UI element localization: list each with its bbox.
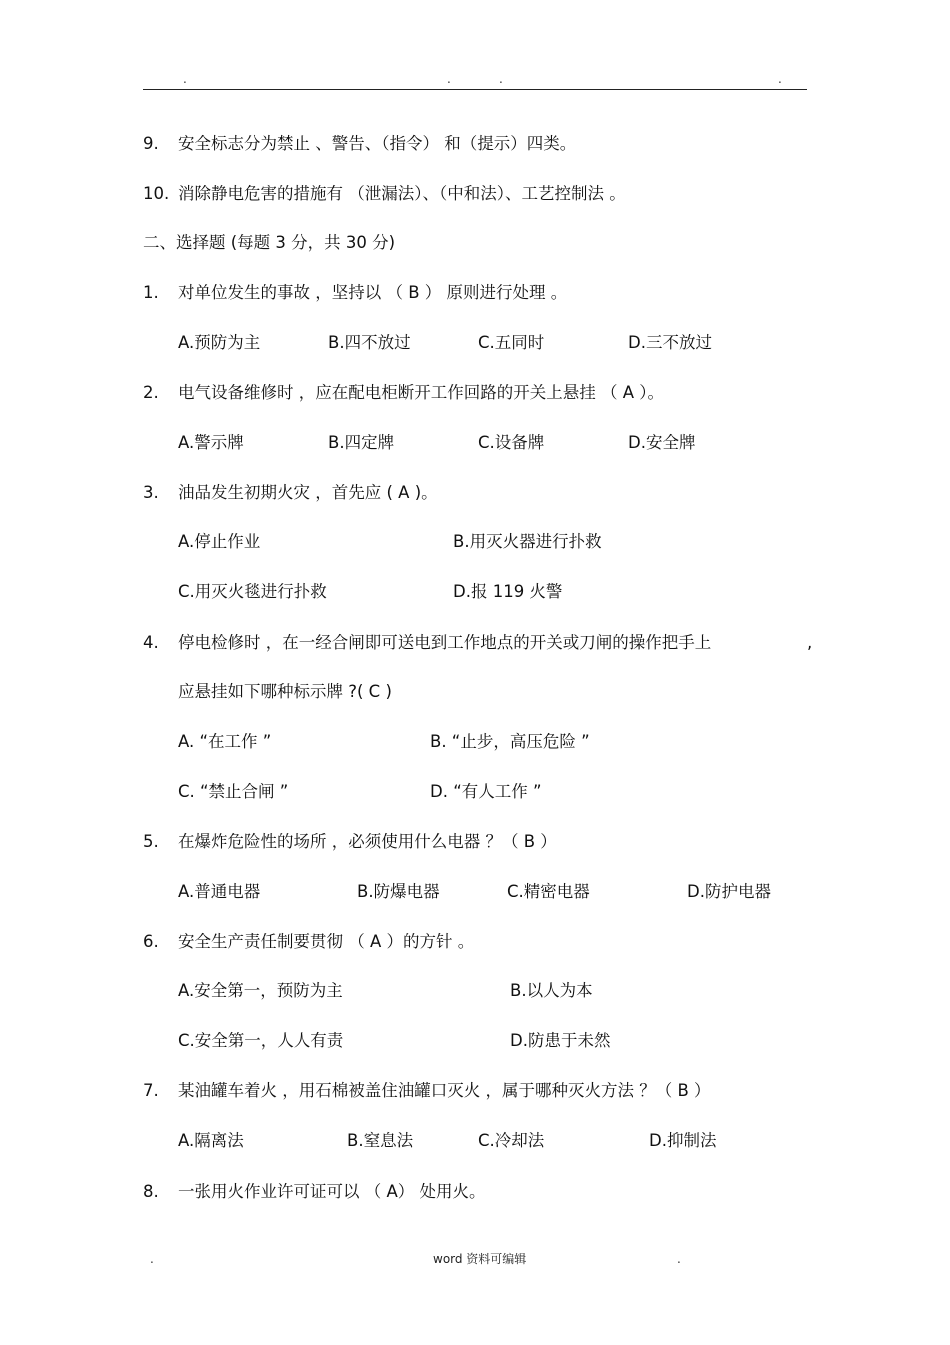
header-dot-1: . — [183, 72, 187, 86]
option: D.报 119 火警 — [453, 582, 563, 601]
item-number: 10. — [143, 184, 170, 203]
question-number: 2. — [143, 383, 159, 402]
option: A.隔离法 — [178, 1131, 244, 1150]
question-text: 对单位发生的事故 ，坚持以 （ B ） 原则进行处理 。 — [178, 283, 568, 302]
option: D. “有人工作 ” — [430, 782, 542, 801]
option: A.安全第一，预防为主 — [178, 981, 343, 1000]
question-number: 4. — [143, 633, 159, 652]
option: D.安全牌 — [628, 433, 696, 452]
question-number: 1. — [143, 283, 159, 302]
section-title: 二、选择题 (每题 3 分，共 30 分) — [143, 233, 396, 252]
option: B.以人为本 — [510, 981, 593, 1000]
option: B.防爆电器 — [357, 882, 440, 901]
footer-dot-left: . — [150, 1252, 154, 1266]
question-text: 油品发生初期火灾 ，首先应 ( A )。 — [178, 483, 438, 502]
option: C.用灭火毯进行扑救 — [178, 582, 327, 601]
option: D.三不放过 — [628, 333, 712, 352]
question-text: 安全生产责任制要贯彻 （ A ）的方针 。 — [178, 932, 475, 951]
question-number: 7. — [143, 1081, 159, 1100]
item-number: 9. — [143, 134, 159, 153]
question-text: 停电检修时 ，在一经合闸即可送电到工作地点的开关或刀闸的操作把手上 — [178, 633, 712, 652]
header-dot-2: . — [447, 72, 451, 86]
question-text: 一张用火作业许可证可以 （ A） 处用火。 — [178, 1182, 486, 1201]
question-number: 5. — [143, 832, 159, 851]
option: D.防患于未然 — [510, 1031, 611, 1050]
question-text: 某油罐车着火 ，用石棉被盖住油罐口灭火 ，属于哪种灭火方法 ？（ B ） — [178, 1081, 711, 1100]
question-number: 6. — [143, 932, 159, 951]
question-number: 8. — [143, 1182, 159, 1201]
option: D.防护电器 — [687, 882, 771, 901]
option: C.精密电器 — [507, 882, 590, 901]
option: B.窒息法 — [347, 1131, 414, 1150]
option: C.五同时 — [478, 333, 545, 352]
option: A.预防为主 — [178, 333, 261, 352]
question-text-continued: 应悬挂如下哪种标示牌 ?( C ) — [178, 682, 392, 701]
header-dot-4: . — [778, 72, 782, 86]
option: B.四定牌 — [328, 433, 395, 452]
option: B. “止步，高压危险 ” — [430, 732, 590, 751]
question-number: 3. — [143, 483, 159, 502]
option: C.设备牌 — [478, 433, 545, 452]
option: C. “禁止合闸 ” — [178, 782, 289, 801]
option: A.警示牌 — [178, 433, 244, 452]
option: A.普通电器 — [178, 882, 261, 901]
question-trailing-comma: , — [807, 633, 813, 652]
option: B.用灭火器进行扑救 — [453, 532, 602, 551]
option: B.四不放过 — [328, 333, 411, 352]
option: A.停止作业 — [178, 532, 261, 551]
footer-dot-right: . — [677, 1252, 681, 1266]
question-text: 在爆炸危险性的场所 ，必须使用什么电器 ？（ B ） — [178, 832, 557, 851]
item-text: 安全标志分为禁止 、警告、（指令） 和（提示）四类。 — [178, 134, 577, 153]
header-dot-3: . — [499, 72, 503, 86]
question-text: 电气设备维修时 ，应在配电柜断开工作回路的开关上悬挂 （ A ）。 — [178, 383, 665, 402]
option: A. “在工作 ” — [178, 732, 272, 751]
header-rule — [143, 89, 807, 90]
option: C.安全第一，人人有责 — [178, 1031, 344, 1050]
option: C.冷却法 — [478, 1131, 545, 1150]
footer-label: word 资料可编辑 — [433, 1252, 527, 1266]
item-text: 消除静电危害的措施有 （泄漏法）、（中和法）、工艺控制法 。 — [178, 184, 626, 203]
option: D.抑制法 — [649, 1131, 717, 1150]
